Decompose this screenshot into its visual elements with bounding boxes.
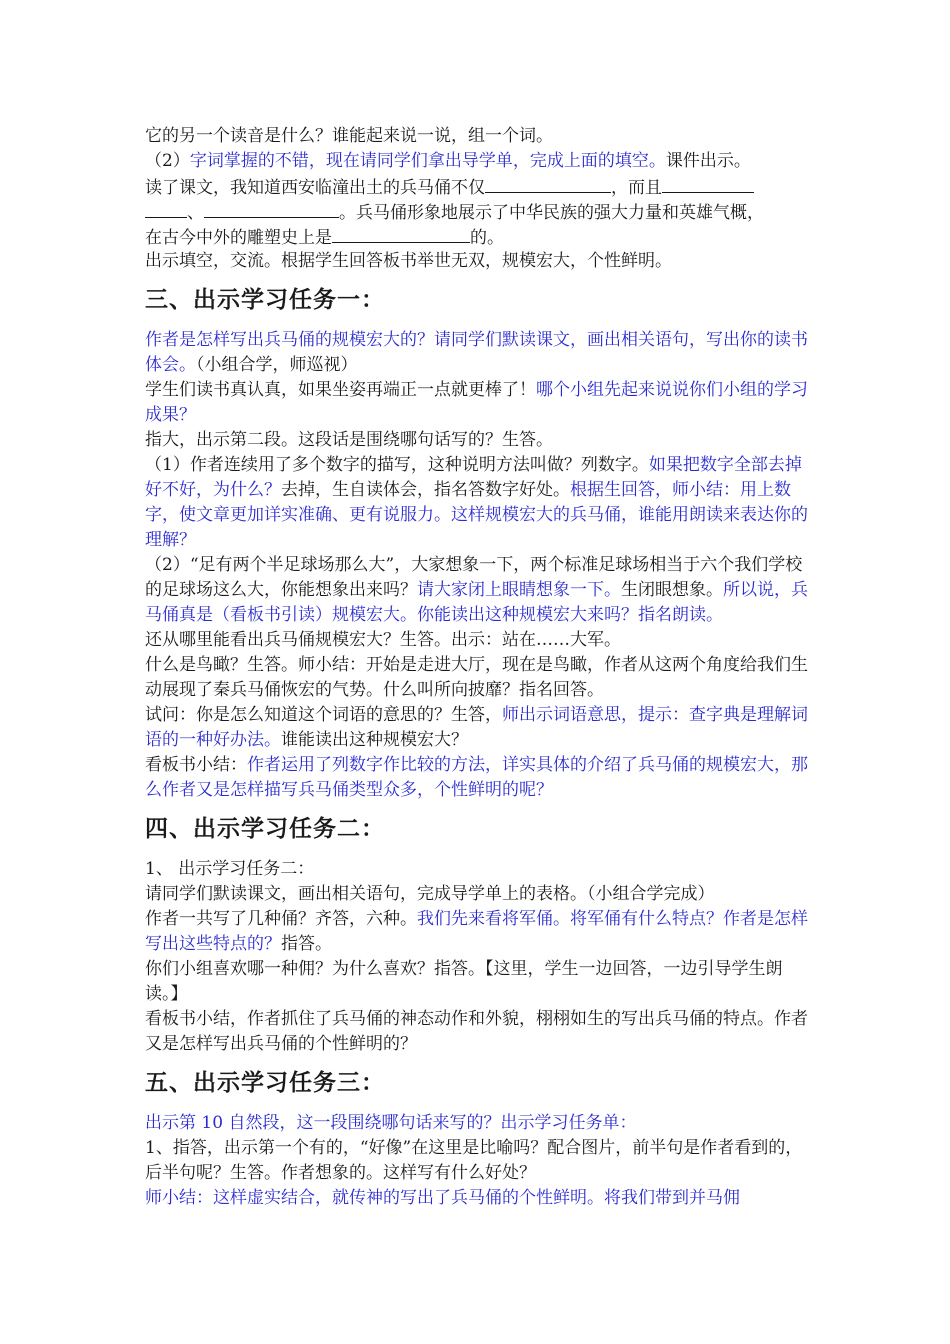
highlight-text: 我们先来看将军俑。将军俑有什么特点？作者是怎样写出这些特点的？ xyxy=(145,909,808,954)
paragraph xyxy=(145,957,815,1007)
paragraph xyxy=(145,428,815,453)
highlight-text: 根据生回答，师小结：用上数字，使文章更加详实准确、更有说服力。这样规模宏大的兵马俑，谁能用朗读来表达你的理解？ xyxy=(145,480,808,550)
highlight-text: 师小结：这样虚实结合，就传神的写出了兵马俑的个性鲜明。将我们带到并马佣 xyxy=(145,1188,740,1208)
paragraph xyxy=(145,1007,815,1057)
paragraph xyxy=(145,453,815,553)
text-run: 。兵马俑形象地展示了中华民族的强大力量和英雄气概， xyxy=(339,203,764,223)
text-run: 去掉，生自读体会，指名答数字好处。 xyxy=(281,480,570,500)
paragraph xyxy=(145,703,815,753)
paragraph xyxy=(145,1186,815,1211)
paragraph xyxy=(145,653,815,703)
text-run: 、 xyxy=(187,203,204,223)
fill-blank-line-2 xyxy=(145,199,815,224)
blank-field xyxy=(485,174,611,193)
highlight-text: 请大家闭上眼睛想象一下。 xyxy=(417,580,621,600)
fill-blank-line-3 xyxy=(145,224,815,249)
document-body xyxy=(145,124,815,1211)
text-run: 课件出示。 xyxy=(665,151,751,171)
paragraph xyxy=(145,553,815,628)
paragraph xyxy=(145,378,815,428)
text-run: 看板书小结： xyxy=(145,755,247,775)
section-heading-4: 四、出示学习任务二： xyxy=(145,816,385,842)
paragraph xyxy=(145,1136,815,1186)
text-run: 请同学们默读课文，画出相关语句，完成导学单上的表格。（小组合学完成） xyxy=(145,884,715,904)
text-run: 谁能读出这种规模宏大？ xyxy=(281,730,468,750)
text-run: 读了课文，我知道西安临潼出土的兵马俑不仅 xyxy=(145,178,485,198)
text-run: 指大，出示第二段。这段话是围绕哪句话写的？生答。 xyxy=(145,430,553,450)
paragraph xyxy=(145,753,815,803)
text-run: （2） xyxy=(145,151,190,171)
text-run: 作者一共写了几种俑？齐答，六种。 xyxy=(145,909,417,929)
text-run: 在古今中外的雕塑史上是 xyxy=(145,228,332,248)
text-run: 指答。 xyxy=(281,934,332,954)
highlight-text: 师出示词语意思，提示：查字典是理解词语的一种好办法。 xyxy=(145,705,808,750)
paragraph xyxy=(145,857,815,882)
text-run: 1、 出示学习任务二： xyxy=(145,859,315,879)
highlight-text: 如果把数字全部去掉好不好，为什么？ xyxy=(145,455,802,500)
text-run: ，而且 xyxy=(611,178,662,198)
text-run: 你们小组喜欢哪一种佣？为什么喜欢？指答。【这里，学生一边回答，一边引导学生朗读。】 xyxy=(145,959,783,1004)
paragraph xyxy=(145,907,815,957)
text-run: 1、指答，出示第一个有的，“好像”在这里是比喻吗？配合图片，前半句是作者看到的，后半句呢？生答。作者想象的。这样写有什么好处？ xyxy=(145,1138,803,1183)
text-run: 它的另一个读音是什么？谁能起来说一说，组一个词。 xyxy=(145,126,553,146)
blank-field xyxy=(332,224,470,243)
text-run: 什么是鸟瞰？生答。师小结：开始是走进大厅，现在是鸟瞰，作者从这两个角度给我们生动展现了秦兵马俑恢宏的气势。什么叫所向披靡？指名回答。 xyxy=(145,655,808,700)
fill-blank-line-1 xyxy=(145,174,815,199)
text-run: 生闭眼想象。 xyxy=(621,580,723,600)
intro-line-2 xyxy=(145,149,815,174)
section-heading-3: 三、出示学习任务一： xyxy=(145,287,385,313)
paragraph xyxy=(145,628,815,653)
highlight-text: 所以说，兵马俑真是（看板书引读）规模宏大。你能读出这种规模宏大来吗？指名朗读。 xyxy=(145,580,808,625)
highlight-text: 哪个小组先起来说说你们小组的学习成果？ xyxy=(145,380,808,425)
paragraph xyxy=(145,882,815,907)
text-run: 学生们读书真认真，如果坐姿再端正一点就更棒了！ xyxy=(145,380,536,400)
text-run: 试问：你是怎么知道这个词语的意思的？生答， xyxy=(145,705,502,725)
text-run: （小组合学，师巡视） xyxy=(196,355,358,375)
text-run: （2）“足有两个半足球场那么大”，大家想象一下，两个标准足球场相当于六个我们学校的足球场这么大，你能想象出来吗？ xyxy=(145,555,803,600)
highlight-text: 作者运用了列数字作比较的方法，详实具体的介绍了兵马俑的规模宏大，那么作者又是怎样描写兵马俑类型众多，个性鲜明的呢？ xyxy=(145,755,808,800)
paragraph xyxy=(145,328,815,378)
blank-field xyxy=(662,174,754,193)
text-run: 还从哪里能看出兵马俑规模宏大？生答。出示：站在……大军。 xyxy=(145,630,621,650)
intro-line-6 xyxy=(145,249,815,274)
highlight-text: 作者是怎样写出兵马俑的规模宏大的？请同学们默读课文，画出相关语句，写出你的读书体会。 xyxy=(145,330,808,375)
highlight-text: 字词掌握的不错，现在请同学们拿出导学单，完成上面的填空。 xyxy=(189,151,666,171)
text-run: 看板书小结，作者抓住了兵马俑的神态动作和外貌，栩栩如生的写出兵马俑的特点。作者又是怎样写出兵马俑的个性鲜明的？ xyxy=(145,1009,808,1054)
paragraph xyxy=(145,1111,815,1136)
highlight-text: 出示第 10 自然段，这一段围绕哪句话来写的？出示学习任务单： xyxy=(145,1113,637,1133)
blank-field xyxy=(145,199,187,218)
intro-line-1 xyxy=(145,124,815,149)
text-run: 出示填空，交流。根据学生回答板书举世无双，规模宏大，个性鲜明。 xyxy=(145,251,672,271)
text-run: 的。 xyxy=(470,228,504,248)
blank-field xyxy=(204,199,339,218)
section-heading-5: 五、出示学习任务三： xyxy=(145,1070,385,1096)
text-run: （1）作者连续用了多个数字的描写，这种说明方法叫做？列数字。 xyxy=(145,455,649,475)
